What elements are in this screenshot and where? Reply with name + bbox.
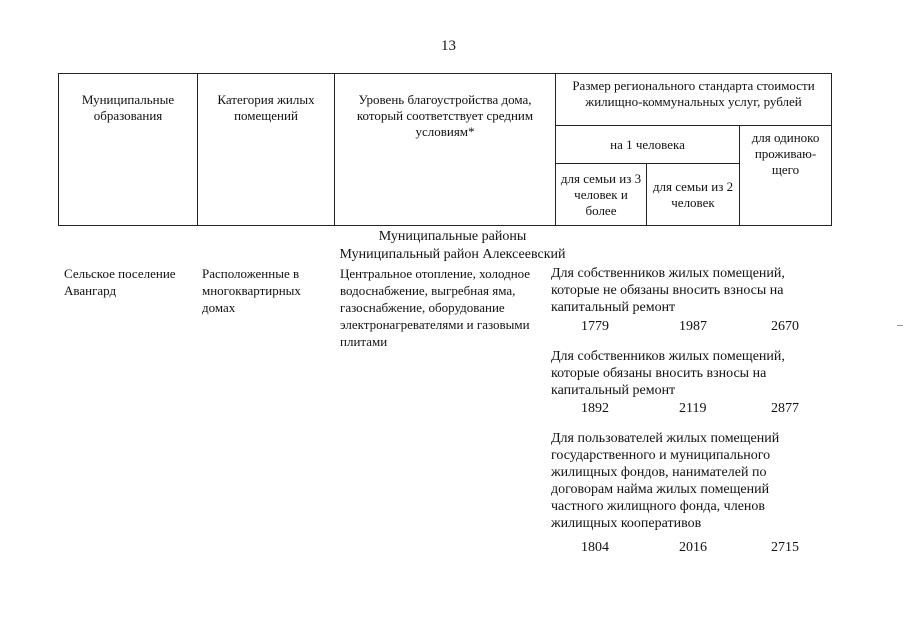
row-municipality: Сельское поселение Авангард: [64, 266, 176, 298]
page-number: 13: [441, 38, 456, 54]
header-level: Уровень благоустройства дома, который соответствует средним условиям*: [335, 74, 556, 226]
header-family2: для семьи из 2 человек: [647, 164, 740, 226]
value-single: 2670: [771, 319, 799, 334]
section-districts: Муниципальные районы: [378, 229, 527, 244]
value-single: 2877: [771, 401, 799, 416]
header-family3: для семьи из 3 человек и более: [556, 164, 647, 226]
value-family2: 2119: [679, 401, 707, 416]
header-municipal: Муниципальные образования: [59, 74, 198, 226]
header-per-person: на 1 человека: [556, 126, 740, 164]
group-values: [551, 400, 806, 417]
margin-mark: [897, 325, 903, 326]
section-district-name: Муниципальный район Алексеевский: [339, 247, 566, 262]
header-single: для одиноко проживаю-щего: [740, 126, 832, 226]
value-family3: 1892: [581, 401, 609, 416]
value-single: 2715: [771, 540, 799, 555]
row-category: Расположенные в многоквартирных домах: [202, 266, 301, 315]
group-values: [551, 539, 806, 556]
value-family2: 2016: [679, 540, 707, 555]
header-table: [58, 73, 832, 226]
group-label: Для собственников жилых помещений, которые не обязаны вносить взносы на капитальный ремонт: [551, 266, 785, 315]
group-label: Для пользователей жилых помещений государственного и муниципального жилищных фондов, нанимателей по договорам найма жилых помещений частного жилищного фонда, членов жилищных кооперативов: [551, 431, 780, 531]
value-family2: 1987: [679, 319, 707, 334]
header-size: Размер регионального стандарта стоимости жилищно-коммунальных услуг, рублей: [556, 74, 832, 126]
row-level: Центральное отопление, холодное водоснабжение, выгребная яма, газоснабжение, оборудование электронагревателями и газовыми плитами: [340, 266, 531, 349]
group-values: [551, 318, 806, 335]
header-category: Категория жилых помещений: [198, 74, 335, 226]
value-family3: 1804: [581, 540, 609, 555]
value-family3: 1779: [581, 319, 609, 334]
group-label: Для собственников жилых помещений, которые обязаны вносить взносы на капитальный ремонт: [551, 349, 785, 398]
